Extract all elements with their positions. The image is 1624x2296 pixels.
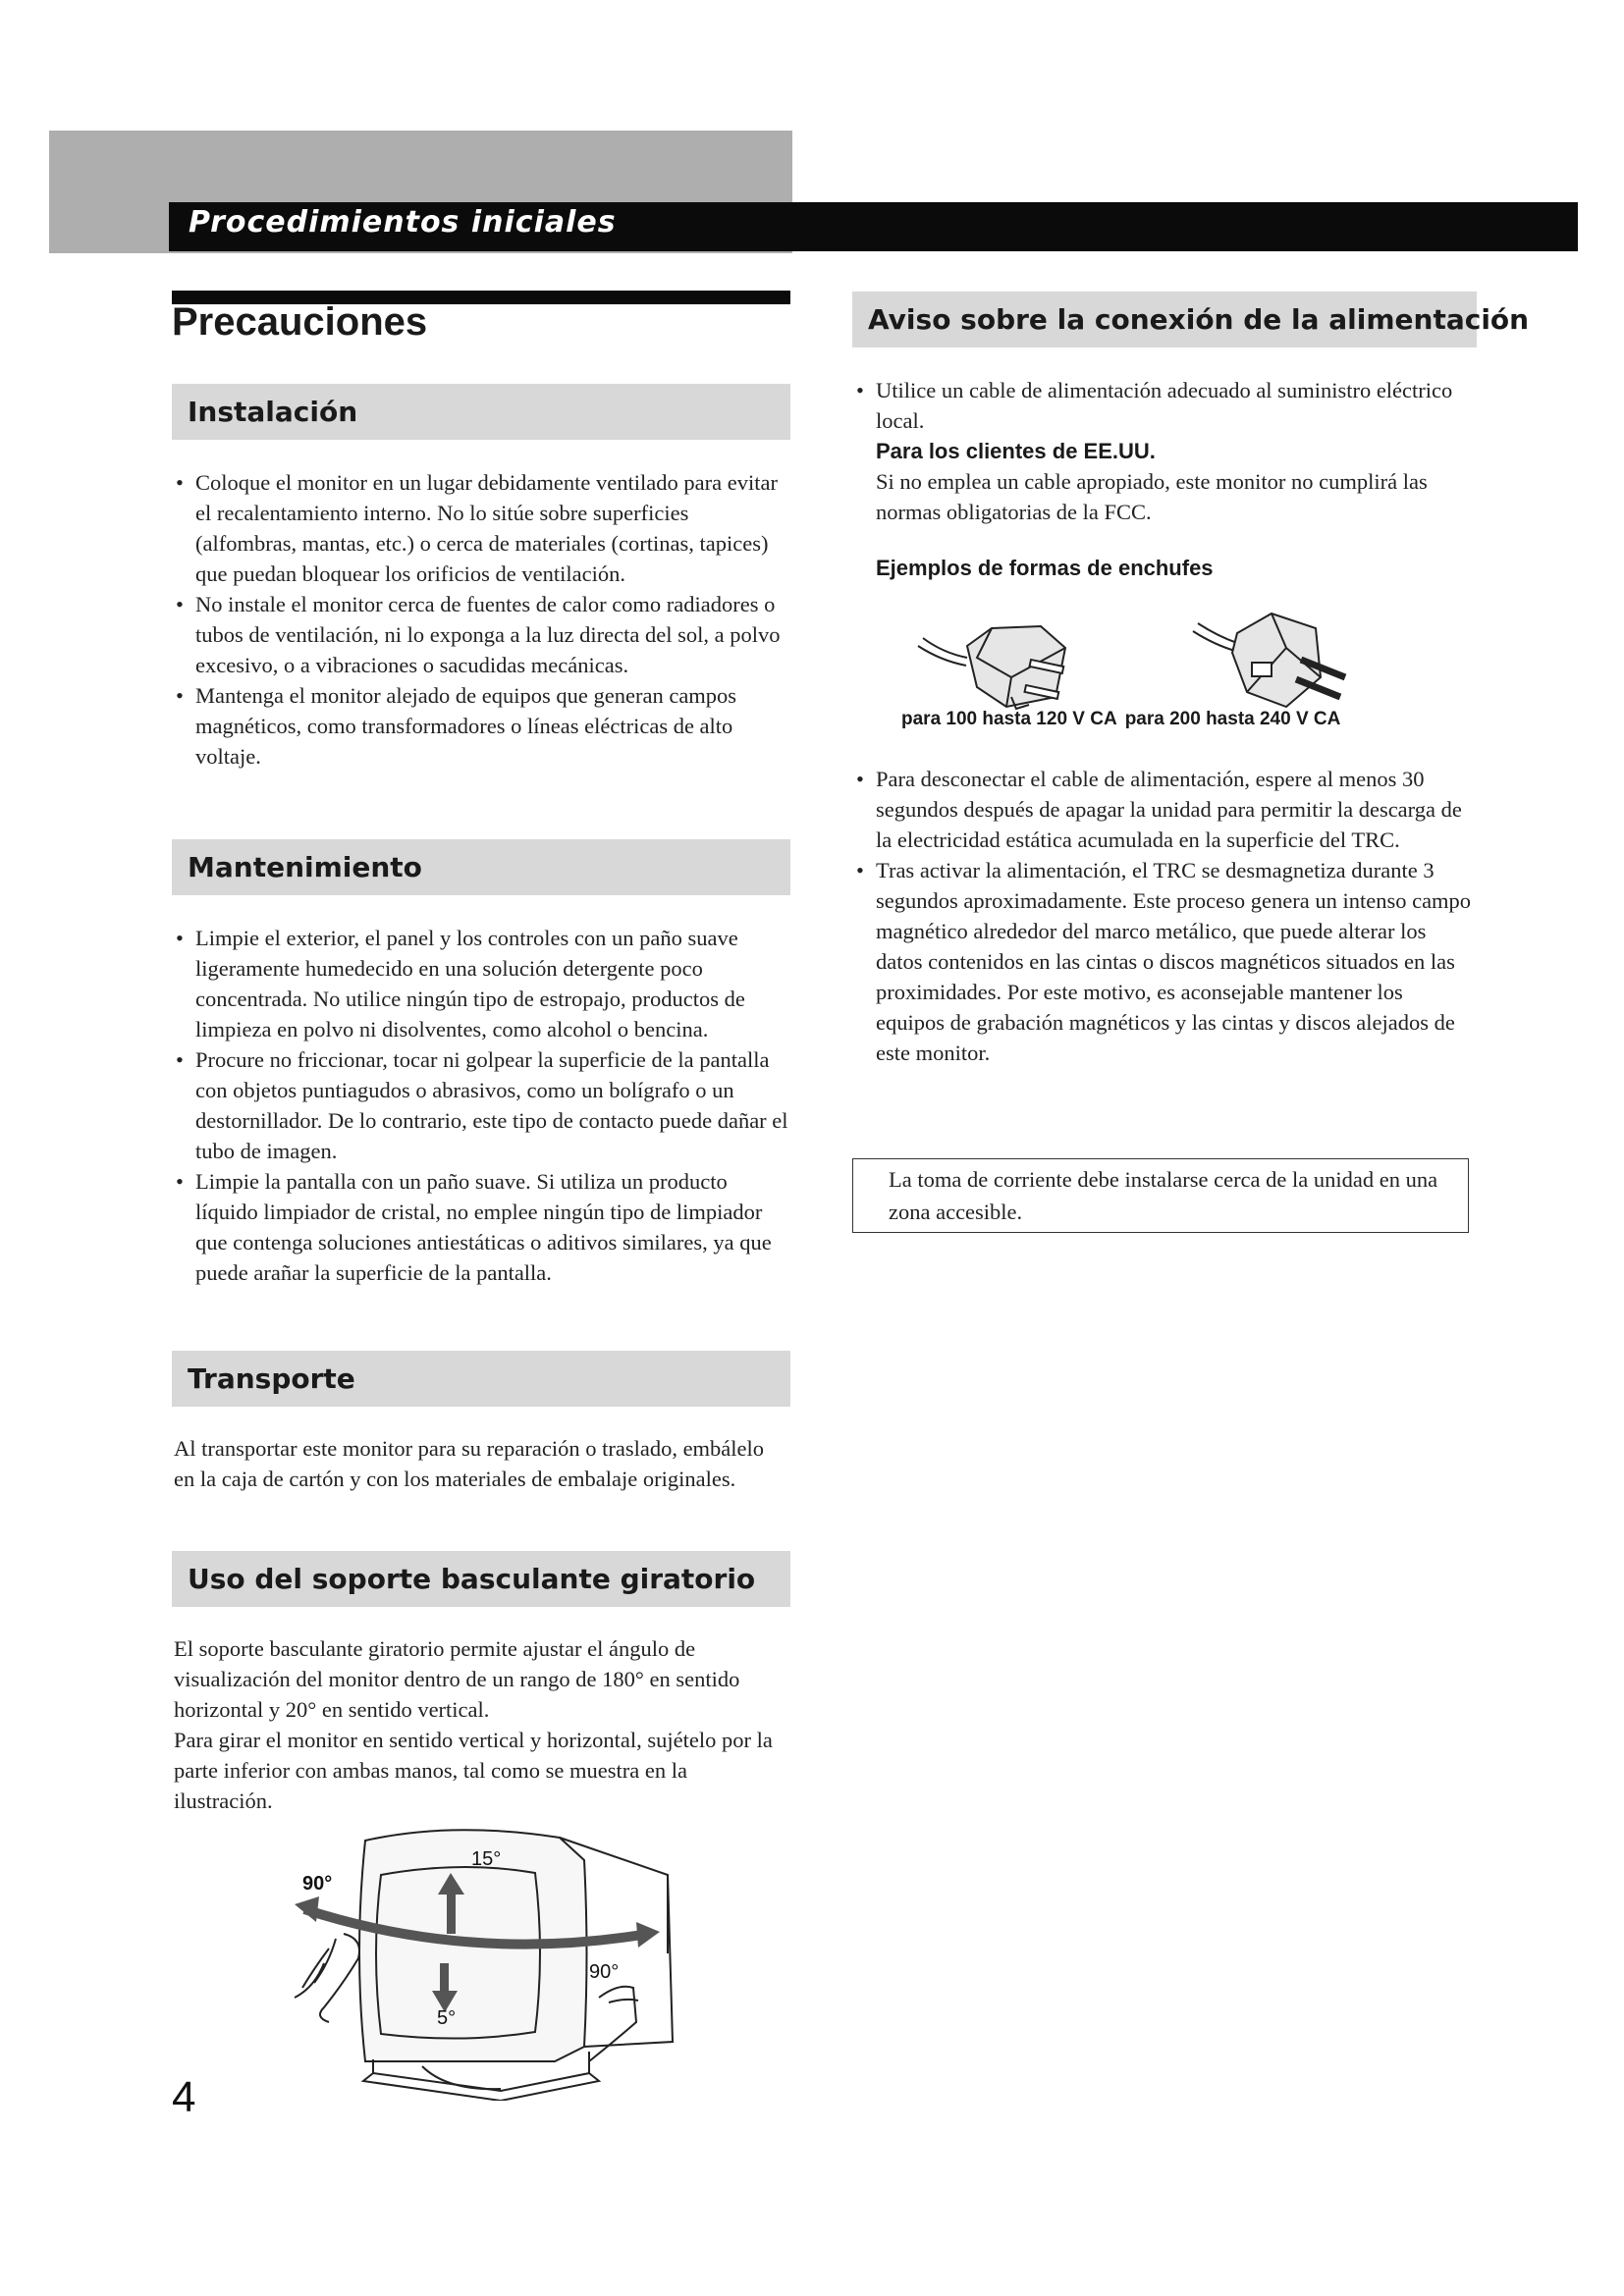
item-text: • Utilice un cable de alimentación adecuado al suministro eléctrico local. <box>876 378 1453 433</box>
angle-label-right: 90° <box>589 1961 620 1983</box>
list-item <box>854 375 1473 527</box>
plugs-heading: Ejemplos de formas de enchufes <box>876 556 1214 580</box>
note-box <box>852 1158 1469 1233</box>
plug-caption <box>901 709 1348 730</box>
list-item: • Procure no friccionar, tocar ni golpear la superficie de la pantalla con objetos puntiagudos o abrasivos, como un bolígrafo o un destornillador. De lo contrario, este tipo de contacto puede dañar el tubo de imagen. <box>174 1044 792 1166</box>
heading-transporte: Transporte <box>172 1351 790 1407</box>
aviso-list <box>854 764 1473 1068</box>
usa-heading: Para los clientes de EE.UU. <box>876 439 1156 463</box>
heading-aviso: Aviso sobre la conexión de la alimentación <box>852 292 1477 347</box>
heading-mantenimiento: Mantenimiento <box>172 839 790 895</box>
plug-caption-eu: para 200 hasta 240 V CA <box>1124 709 1341 729</box>
soporte-text <box>174 1633 787 1816</box>
paragraph: Para girar el monitor en sentido vertical y horizontal, sujételo por la parte inferior con ambas manos, tal como se muestra en la ilustración. <box>174 1728 773 1813</box>
list-item: • Tras activar la alimentación, el TRC se desmagnetiza durante 3 segundos aproximadamente. Este proceso genera un intenso campo magnético alrededor del marco metálico, que puede alterar los datos contenidos en las cintas o discos magnéticos situados en las proximidades. Por este motivo, es aconsejable mantener los equipos de grabación magnéticos y las cintas y discos alejados de este monitor. <box>854 855 1473 1068</box>
list-item: • Limpie el exterior, el panel y los controles con un paño suave ligeramente humedecido en una solución detergente poco concentrada. No utilice ningún tipo de estropajo, productos de limpieza en polvo ni disolventes, como alcohol o bencina. <box>174 923 792 1044</box>
list-item: • Mantenga el monitor alejado de equipos que generan campos magnéticos, como transformadores o líneas eléctricas de alto voltaje. <box>174 680 792 772</box>
angle-label-bottom: 5° <box>437 2007 457 2029</box>
page-number: 4 <box>172 2073 196 2121</box>
section-title: Procedimientos iniciales <box>189 205 617 240</box>
angle-label-left: 90° <box>302 1873 333 1895</box>
note-text: La toma de corriente debe instalarse cerca de la unidad en una zona accesible. <box>889 1167 1438 1224</box>
swivel-monitor-illustration <box>275 1816 707 2101</box>
plug-caption-us: para 100 hasta 120 V CA <box>901 709 1117 729</box>
paragraph: Al transportar este monitor para su reparación o traslado, embálelo en la caja de cartón y con los materiales de embalaje originales. <box>174 1436 765 1491</box>
heading-soporte: Uso del soporte basculante giratorio <box>172 1551 790 1607</box>
paragraph: El soporte basculante giratorio permite ajustar el ángulo de visualización del monitor dentro de un rango de 180° en sentido horizontal y 20° en sentido vertical. <box>174 1636 740 1722</box>
usa-text: Si no emplea un cable apropiado, este monitor no cumplirá las normas obligatorias de la FCC. <box>876 469 1428 524</box>
angle-label-top: 15° <box>471 1848 502 1870</box>
list-item: • Para desconectar el cable de alimentación, espere al menos 30 segundos después de apagar la unidad para permitir la descarga de la electricidad estática acumulada en la superficie del TRC. <box>854 764 1473 855</box>
list-item: • No instale el monitor cerca de fuentes de calor como radiadores o tubos de ventilación, ni lo exponga a la luz directa del sol, a polvo excesivo, o a vibraciones o sacudidas mecánicas. <box>174 589 792 680</box>
instalacion-list <box>174 467 792 772</box>
list-item: • Coloque el monitor en un lugar debidamente ventilado para evitar el recalentamiento interno. No lo sitúe sobre superficies (alfombras, mantas, etc.) o cerca de materiales (cortinas, tapices) que puedan bloquear los orificios de ventilación. <box>174 467 792 589</box>
mantenimiento-list <box>174 923 792 1288</box>
list-item: • Limpie la pantalla con un paño suave. Si utiliza un producto líquido limpiador de cristal, no emplee ningún tipo de limpiador que contenga soluciones antiestáticas o aditivos similares, ya que puede arañar la superficie de la pantalla. <box>174 1166 792 1288</box>
plug-shapes-illustration <box>884 599 1414 726</box>
heading-instalacion: Instalación <box>172 384 790 440</box>
aviso-intro <box>854 375 1473 583</box>
transporte-text <box>174 1433 787 1494</box>
page-title: Precauciones <box>172 300 428 344</box>
